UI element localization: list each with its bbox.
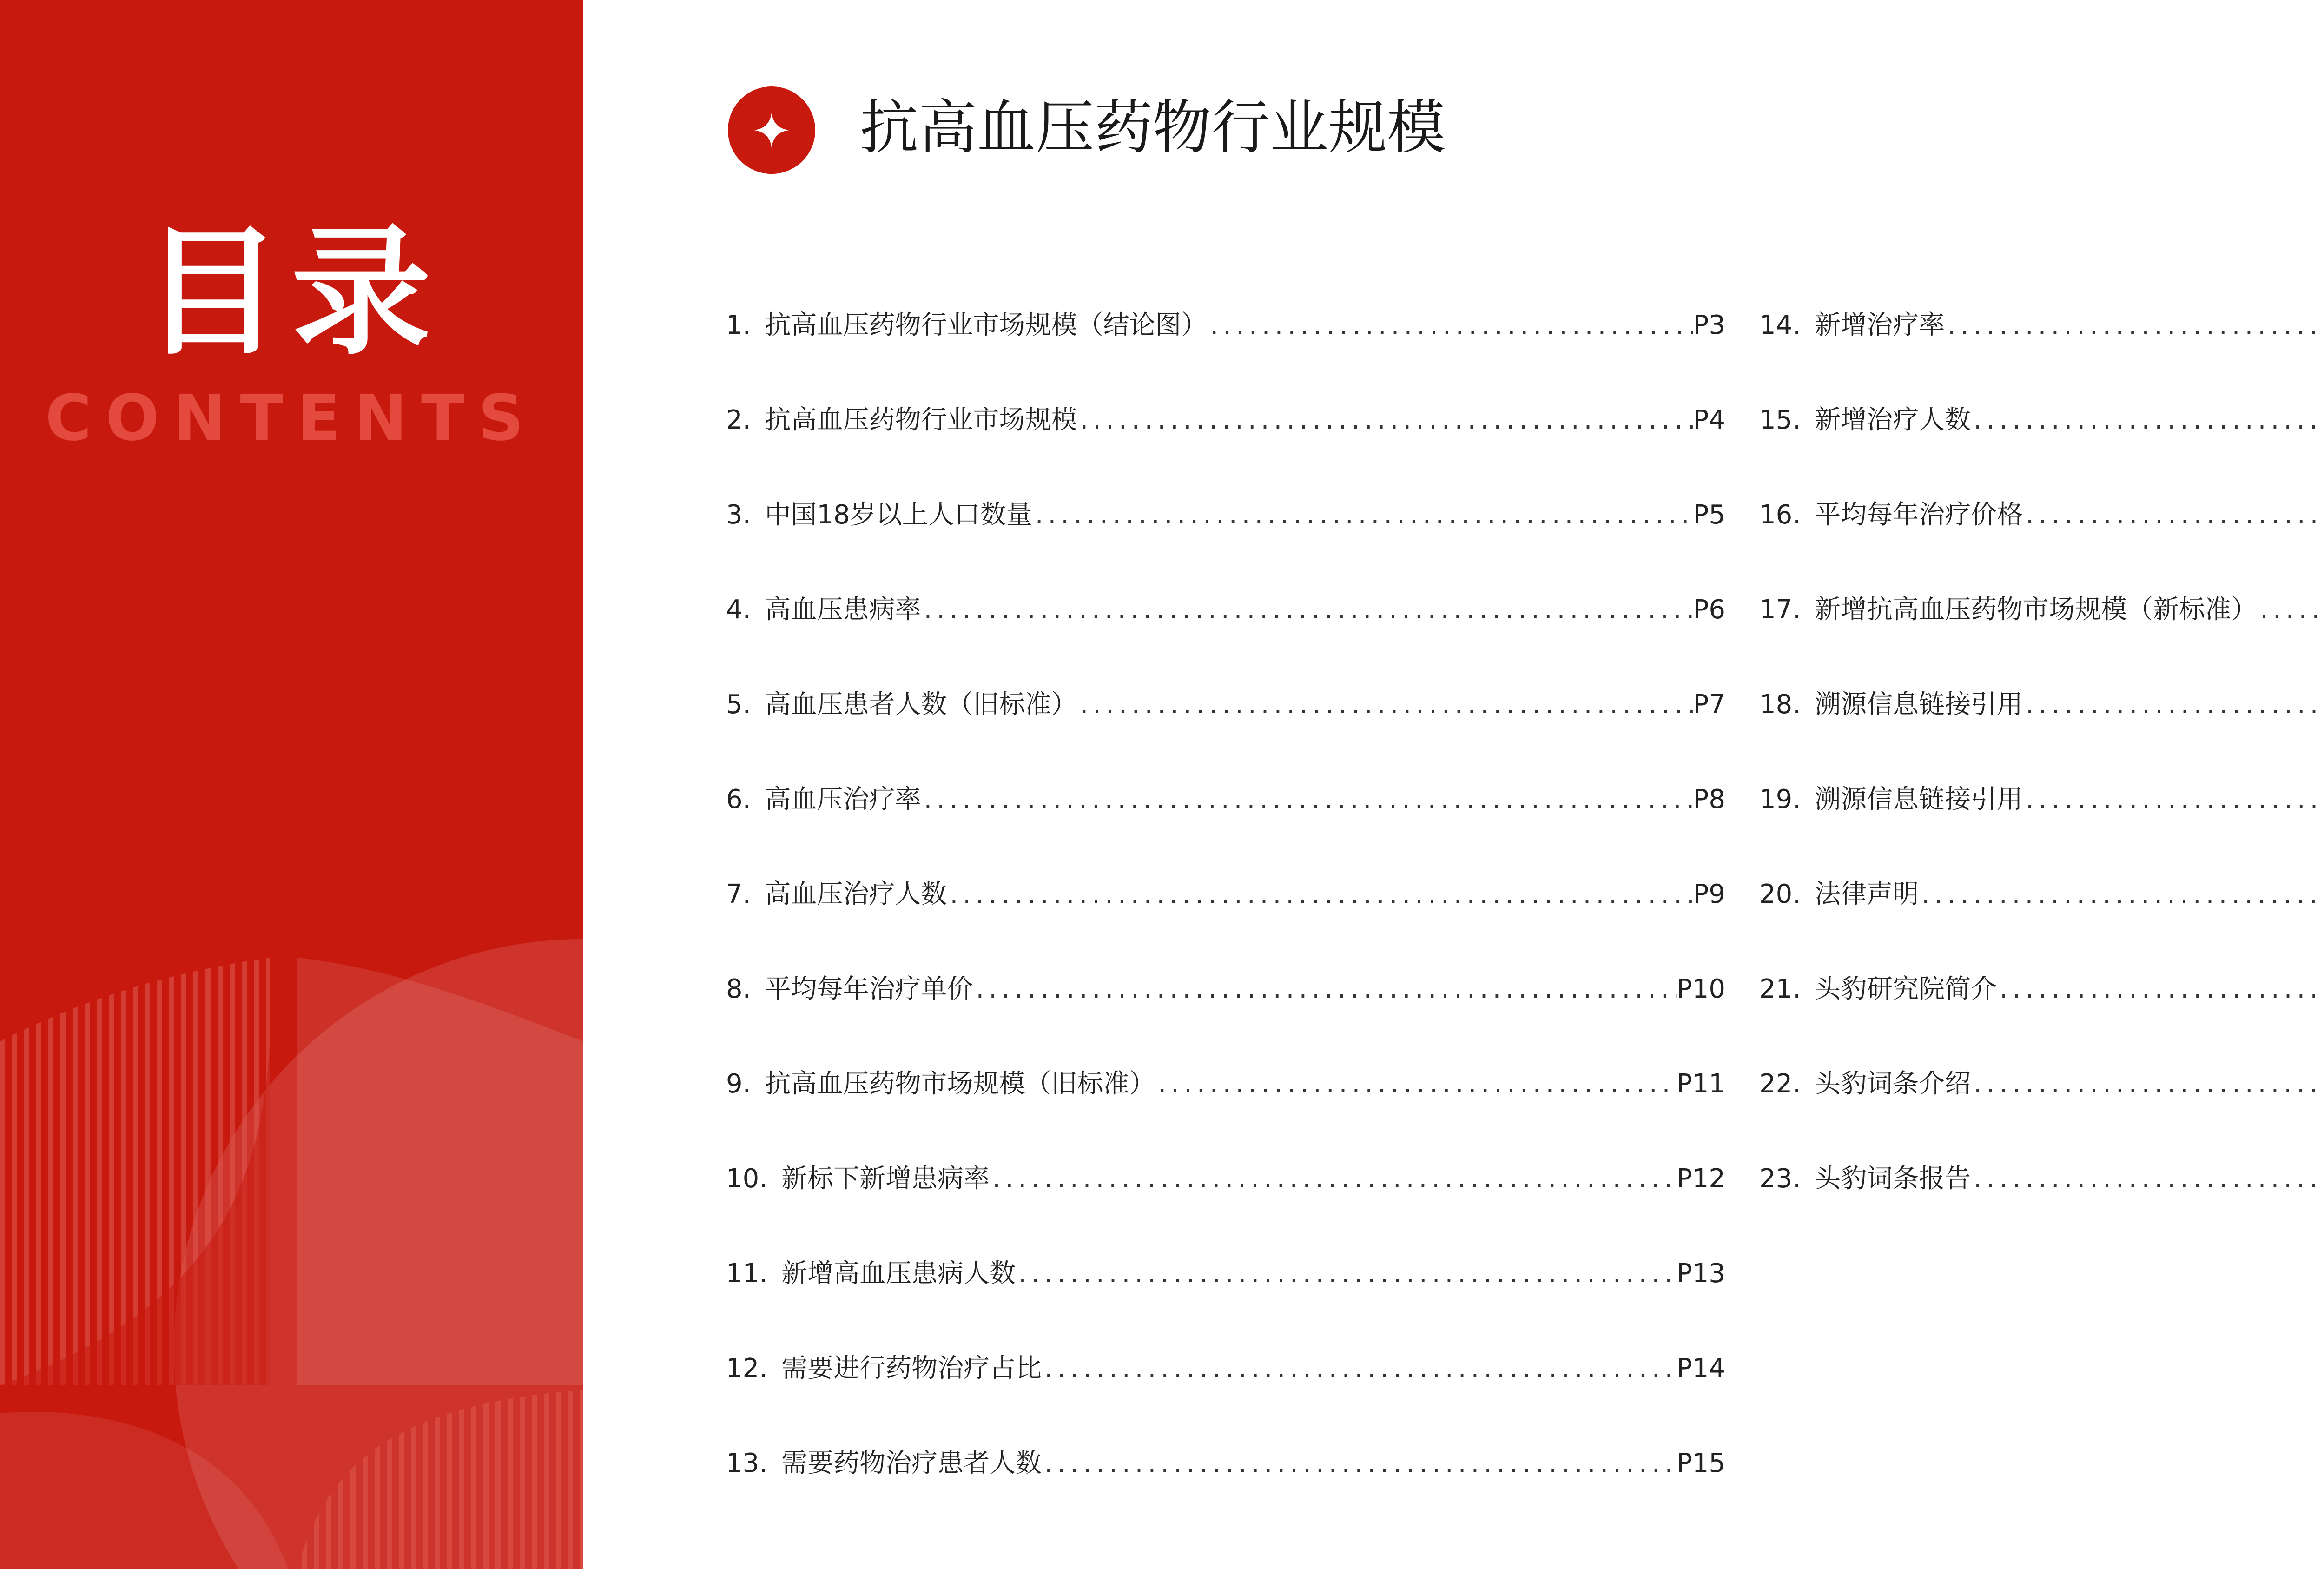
- toc-item-label: 需要药物治疗患者人数: [781, 1448, 1042, 1478]
- toc-item-page: P13: [1676, 1258, 1725, 1289]
- toc-dot-leader: [973, 974, 1677, 1004]
- toc-item-number: 14.: [1759, 310, 1801, 340]
- toc-dot-leader: [1042, 1353, 1677, 1384]
- toc-item-page: P9: [1693, 879, 1725, 909]
- toc-item-label: 新增治疗率: [1815, 310, 1945, 340]
- toc-dot-leader: [1077, 405, 1693, 435]
- red-circle-logo-icon: [725, 84, 818, 177]
- toc-item-label: 中国18岁以上人口数量: [765, 500, 1032, 530]
- toc-dot-leader: [1155, 1069, 1677, 1099]
- toc-item-page: P12: [1676, 1164, 1725, 1194]
- toc-item[interactable]: [1759, 684, 2324, 779]
- toc-dot-leader: [1945, 310, 2324, 340]
- toc-item-number: 19.: [1759, 784, 1801, 814]
- toc-item-number: 7.: [726, 879, 751, 909]
- toc-item-label: 法律声明: [1815, 879, 1919, 909]
- toc-item[interactable]: [1759, 968, 2324, 1063]
- toc-item[interactable]: [726, 1063, 1725, 1158]
- toc-column-left: [726, 305, 1725, 1537]
- toc-item[interactable]: [726, 874, 1725, 968]
- toc-item[interactable]: [1759, 1063, 2324, 1158]
- toc-dot-leader: [947, 879, 1693, 909]
- toc-item-label: 新增治疗人数: [1815, 405, 1971, 435]
- toc-item-number: 16.: [1759, 500, 1801, 530]
- toc-dot-leader: [1971, 1164, 2324, 1194]
- toc-dot-leader: [2023, 689, 2324, 720]
- toc-item-page: P14: [1676, 1353, 1725, 1384]
- toc-item-number: 8.: [726, 974, 751, 1004]
- toc-item-label: 溯源信息链接引用: [1815, 689, 2023, 720]
- toc-item[interactable]: [726, 494, 1725, 589]
- toc-item[interactable]: [726, 589, 1725, 684]
- toc-dot-leader: [1032, 500, 1693, 530]
- toc-item-number: 20.: [1759, 879, 1801, 909]
- toc-item[interactable]: [726, 305, 1725, 399]
- toc-item-label: 头豹研究院简介: [1815, 974, 1997, 1004]
- toc-item-label: 高血压治疗率: [765, 784, 921, 814]
- toc-item-number: 9.: [726, 1069, 751, 1099]
- toc-item-number: 13.: [726, 1448, 768, 1478]
- toc-dot-leader: [1971, 405, 2324, 435]
- toc-item-page: P10: [1676, 974, 1725, 1004]
- toc-item-number: 10.: [726, 1164, 768, 1194]
- toc-dot-leader: [990, 1164, 1677, 1194]
- toc-item-number: 6.: [726, 784, 751, 814]
- toc-item-page: P3: [1693, 310, 1725, 340]
- toc-item[interactable]: [1759, 779, 2324, 874]
- toc-dot-leader: [2257, 595, 2324, 625]
- toc-item-label: 高血压患病率: [765, 595, 921, 625]
- toc-item-page: P15: [1676, 1448, 1725, 1478]
- toc-dot-leader: [921, 784, 1693, 814]
- toc-item-label: 新增抗高血压药物市场规模（新标准）: [1815, 595, 2258, 625]
- toc-item[interactable]: [1759, 305, 2324, 399]
- toc-item-label: 头豹词条报告: [1815, 1164, 1971, 1194]
- toc-item-label: 高血压治疗人数: [765, 879, 947, 909]
- toc-dot-leader: [1919, 879, 2324, 909]
- toc-item-label: 抗高血压药物行业市场规模（结论图）: [765, 310, 1208, 340]
- toc-item[interactable]: [1759, 589, 2324, 684]
- toc-item-number: 2.: [726, 405, 751, 435]
- toc-item-number: 21.: [1759, 974, 1801, 1004]
- toc-item[interactable]: [726, 1158, 1725, 1253]
- toc-item[interactable]: [1759, 874, 2324, 968]
- toc-item[interactable]: [726, 1443, 1725, 1537]
- sidebar-subtitle: CONTENTS: [45, 382, 538, 455]
- toc-item-label: 平均每年治疗价格: [1815, 500, 2023, 530]
- toc-item[interactable]: [726, 684, 1725, 779]
- toc-item-page: P6: [1693, 595, 1725, 625]
- toc-item-number: 3.: [726, 500, 751, 530]
- toc-dot-leader: [2023, 500, 2324, 530]
- toc-item[interactable]: [726, 1348, 1725, 1443]
- toc-dot-leader: [1971, 1069, 2324, 1099]
- toc-item-page: P5: [1693, 500, 1725, 530]
- toc-dot-leader: [1207, 310, 1693, 340]
- toc-item-label: 高血压患者人数（旧标准）: [765, 689, 1077, 720]
- toc-item[interactable]: [1759, 494, 2324, 589]
- toc-dot-leader: [921, 595, 1693, 625]
- toc-item-label: 新标下新增患病率: [781, 1164, 990, 1194]
- toc-item[interactable]: [726, 779, 1725, 874]
- toc-item-label: 抗高血压药物市场规模（旧标准）: [765, 1069, 1155, 1099]
- toc-item-label: 需要进行药物治疗占比: [781, 1353, 1042, 1384]
- toc-item-number: 22.: [1759, 1069, 1801, 1099]
- toc-item-number: 1.: [726, 310, 751, 340]
- toc-item-label: 新增高血压患病人数: [781, 1258, 1016, 1289]
- toc-column-right: [1759, 305, 2324, 1253]
- toc-dot-leader: [1016, 1258, 1677, 1289]
- toc-item-number: 15.: [1759, 405, 1801, 435]
- toc-item[interactable]: [726, 968, 1725, 1063]
- toc-item[interactable]: [726, 1253, 1725, 1348]
- toc-item-page: P4: [1693, 405, 1725, 435]
- toc-item-number: 17.: [1759, 595, 1801, 625]
- toc-dot-leader: [1997, 974, 2324, 1004]
- toc-item-label: 抗高血压药物行业市场规模: [765, 405, 1077, 435]
- toc-item-page: P8: [1693, 784, 1725, 814]
- toc-item-number: 5.: [726, 689, 751, 720]
- sidebar-title: 目录: [143, 212, 440, 374]
- toc-item[interactable]: [1759, 1158, 2324, 1253]
- toc-item-label: 溯源信息链接引用: [1815, 784, 2023, 814]
- toc-item-number: 4.: [726, 595, 751, 625]
- toc-dot-leader: [1042, 1448, 1677, 1478]
- toc-item-page: P7: [1693, 689, 1725, 720]
- toc-item-number: 18.: [1759, 689, 1801, 720]
- toc-item-number: 11.: [726, 1258, 768, 1289]
- page-title: 抗高血压药物行业规模: [860, 93, 1446, 162]
- toc-item[interactable]: [726, 399, 1725, 494]
- toc-item-label: 头豹词条介绍: [1815, 1069, 1971, 1099]
- toc-dot-leader: [1077, 689, 1693, 720]
- toc-item-label: 平均每年治疗单价: [765, 974, 973, 1004]
- toc-item-number: 12.: [726, 1353, 768, 1384]
- toc-item-page: P11: [1676, 1069, 1725, 1099]
- toc-dot-leader: [2023, 784, 2324, 814]
- toc-item-number: 23.: [1759, 1164, 1801, 1194]
- sidebar-panel: [0, 0, 583, 1569]
- toc-item[interactable]: [1759, 399, 2324, 494]
